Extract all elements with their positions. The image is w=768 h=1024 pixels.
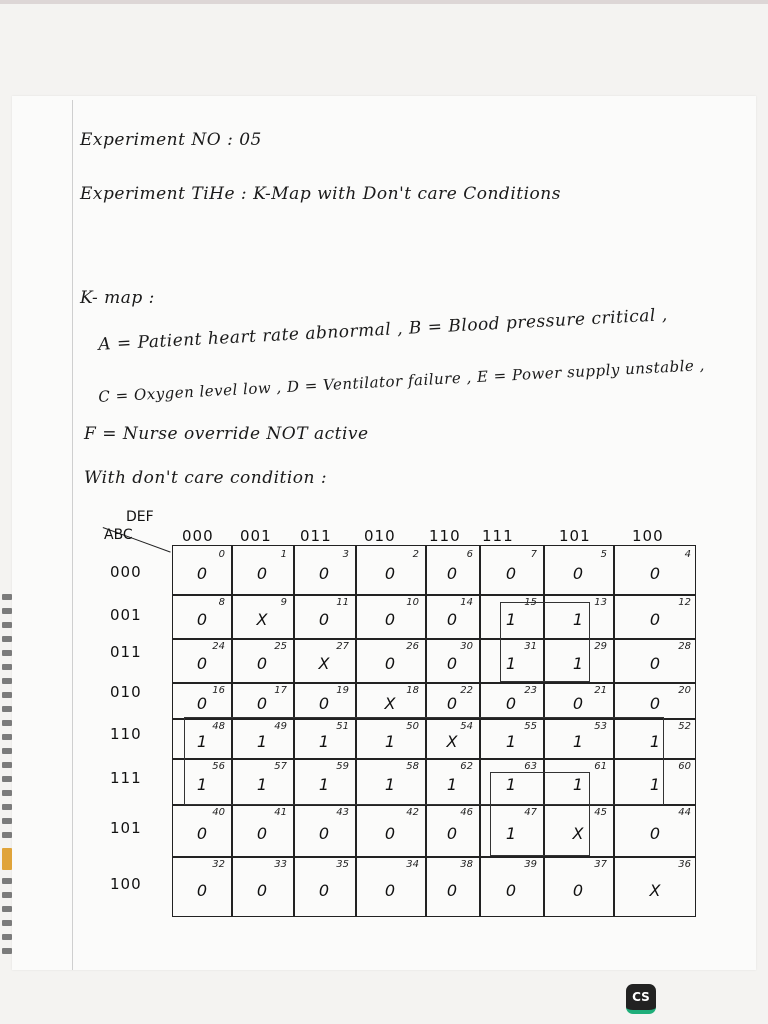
kmap-cell-index: 27 <box>336 641 349 652</box>
kmap-cell-value: 0 <box>505 881 517 900</box>
variable-definitions-line-1: A = Patient heart rate abnormal , B = Blood pressure critical , <box>97 305 669 355</box>
kmap-cell <box>231 804 293 856</box>
kmap-cell-index: 33 <box>274 859 287 870</box>
experiment-title: Experiment TiHe : K-Map with Don't care Conditions <box>80 184 561 204</box>
kmap-cell-value: 0 <box>196 564 208 583</box>
kmap-cell-value: 0 <box>446 654 458 673</box>
kmap-cell-value: 0 <box>572 564 584 583</box>
kmap-cell-value: 0 <box>318 610 330 629</box>
kmap-cell-index: 21 <box>594 685 607 696</box>
kmap-cell-value: 0 <box>196 881 208 900</box>
kmap-cell-value: 0 <box>572 694 584 713</box>
kmap-row-header: 010 <box>110 683 142 701</box>
kmap-cell <box>293 546 355 594</box>
kmap-cell <box>425 856 479 918</box>
kmap-cell <box>613 856 697 918</box>
kmap-cell-index: 62 <box>460 761 473 772</box>
kmap-cell-value: 0 <box>649 694 661 713</box>
kmap-cell-value: 0 <box>649 654 661 673</box>
kmap-cell <box>173 638 231 682</box>
kmap-cell-index: 41 <box>274 807 287 818</box>
kmap-cell-index: 6 <box>466 549 473 560</box>
kmap-cell <box>479 546 543 594</box>
kmap-cell-value: 0 <box>572 881 584 900</box>
kmap-cell <box>543 546 613 594</box>
kmap-cell-value: 0 <box>196 610 208 629</box>
page-top-strip <box>0 0 768 4</box>
kmap-cell-value: 0 <box>256 694 268 713</box>
kmap-row-variables: ABC <box>104 527 133 543</box>
kmap-cell-value: 0 <box>318 564 330 583</box>
kmap-cell <box>425 638 479 682</box>
kmap-cell-value: 0 <box>505 694 517 713</box>
kmap-column-header: 100 <box>632 527 664 545</box>
kmap-cell <box>543 682 613 718</box>
kmap-cell-index: 11 <box>336 597 349 608</box>
kmap-cell-index: 54 <box>460 721 473 732</box>
kmap-cell-index: 12 <box>678 597 691 608</box>
kmap-column-header: 110 <box>429 527 461 545</box>
kmap-cell-value: 1 <box>505 654 517 673</box>
group-box-3 <box>490 772 590 856</box>
kmap-cell-value: 0 <box>318 694 330 713</box>
kmap-cell <box>355 546 425 594</box>
kmap-cell-index: 22 <box>460 685 473 696</box>
kmap-cell-value: 0 <box>256 881 268 900</box>
kmap-cell-value: X <box>384 694 396 713</box>
kmap-column-header: 010 <box>364 527 396 545</box>
kmap-cell-index: 34 <box>406 859 419 870</box>
kmap-row-header: 101 <box>110 819 142 837</box>
kmap-cell <box>173 594 231 638</box>
kmap-cell-value: 0 <box>318 824 330 843</box>
kmap-cell-value: 0 <box>446 610 458 629</box>
kmap-cell-value: 1 <box>572 775 584 794</box>
kmap-row-header: 111 <box>110 769 142 787</box>
kmap-cell-value: 0 <box>196 694 208 713</box>
kmap-cell <box>355 638 425 682</box>
kmap-cell <box>355 682 425 718</box>
kmap-cell <box>425 546 479 594</box>
kmap-cell-value: 1 <box>572 654 584 673</box>
kmap-cell-value: 1 <box>505 610 517 629</box>
kmap-column-header: 101 <box>559 527 591 545</box>
kmap-cell-value: 1 <box>572 610 584 629</box>
kmap-cell-index: 5 <box>600 549 607 560</box>
kmap-cell-value: 0 <box>196 824 208 843</box>
kmap-cell-index: 37 <box>594 859 607 870</box>
kmap-cell-index: 51 <box>336 721 349 732</box>
kmap-cell-index: 57 <box>274 761 287 772</box>
kmap-cell-index: 47 <box>524 807 537 818</box>
kmap-cell-value: 0 <box>384 610 396 629</box>
kmap-cell-index: 20 <box>678 685 691 696</box>
kmap-cell-index: 9 <box>280 597 287 608</box>
kmap-column-header: 001 <box>240 527 272 545</box>
kmap-cell-index: 10 <box>406 597 419 608</box>
kmap-cell <box>293 856 355 918</box>
kmap-cell-index: 52 <box>678 721 691 732</box>
kmap-cell <box>231 856 293 918</box>
kmap-cell-value: 1 <box>649 732 661 751</box>
kmap-cell-index: 18 <box>406 685 419 696</box>
kmap-row-header: 000 <box>110 563 142 581</box>
kmap-cell-value: 1 <box>505 824 517 843</box>
kmap-column-header: 111 <box>482 527 514 545</box>
kmap-cell-index: 14 <box>460 597 473 608</box>
kmap-cell-value: 0 <box>505 564 517 583</box>
kmap-cell-value: 0 <box>446 694 458 713</box>
kmap-row-header: 110 <box>110 725 142 743</box>
kmap-row-header: 001 <box>110 606 142 624</box>
kmap-cell-value: 1 <box>196 775 208 794</box>
kmap-cell-index: 59 <box>336 761 349 772</box>
kmap-cell-index: 24 <box>212 641 225 652</box>
kmap-cell-index: 63 <box>524 761 537 772</box>
kmap-cell <box>231 682 293 718</box>
kmap-row-header: 011 <box>110 643 142 661</box>
kmap-cell-index: 32 <box>212 859 225 870</box>
kmap-column-header: 011 <box>300 527 332 545</box>
binding-holes <box>0 594 14 964</box>
kmap-cell-value: 0 <box>384 824 396 843</box>
kmap-cell <box>355 856 425 918</box>
kmap-cell-index: 15 <box>524 597 537 608</box>
kmap-cell-index: 50 <box>406 721 419 732</box>
kmap-cell <box>293 804 355 856</box>
kmap-cell-value: 0 <box>384 881 396 900</box>
kmap-cell-value: 0 <box>318 881 330 900</box>
kmap-cell <box>543 856 613 918</box>
kmap-column-variables: DEF <box>126 509 154 525</box>
kmap-cell-index: 25 <box>274 641 287 652</box>
kmap-cell-index: 45 <box>594 807 607 818</box>
kmap-cell <box>613 638 697 682</box>
kmap-cell-value: 1 <box>318 732 330 751</box>
group-box-2 <box>184 717 664 805</box>
kmap-cell-index: 55 <box>524 721 537 732</box>
kmap-cell-value: 0 <box>649 564 661 583</box>
kmap-cell-value: 0 <box>446 824 458 843</box>
kmap-row-header: 100 <box>110 875 142 893</box>
kmap-cell-value: 0 <box>196 654 208 673</box>
kmap-cell-index: 58 <box>406 761 419 772</box>
kmap-cell-value: X <box>256 610 268 629</box>
kmap-cell-index: 49 <box>274 721 287 732</box>
kmap-cell-index: 53 <box>594 721 607 732</box>
kmap-cell <box>231 638 293 682</box>
kmap-cell <box>425 804 479 856</box>
kmap-cell-index: 48 <box>212 721 225 732</box>
kmap-cell-value: 0 <box>446 564 458 583</box>
kmap-cell <box>425 682 479 718</box>
kmap-cell-index: 17 <box>274 685 287 696</box>
kmap-cell-value: X <box>649 881 661 900</box>
kmap-cell-index: 56 <box>212 761 225 772</box>
kmap-cell-value: 1 <box>384 775 396 794</box>
kmap-cell <box>355 804 425 856</box>
experiment-number: Experiment NO : 05 <box>80 130 262 150</box>
kmap-cell-value: 1 <box>256 732 268 751</box>
kmap-cell <box>479 856 543 918</box>
kmap-cell-index: 1 <box>280 549 287 560</box>
kmap-cell-index: 35 <box>336 859 349 870</box>
dont-care-heading: With don't care condition : <box>84 468 328 488</box>
kmap-column-header: 000 <box>182 527 214 545</box>
kmap-cell-index: 26 <box>406 641 419 652</box>
kmap-cell-value: 1 <box>318 775 330 794</box>
kmap-cell <box>173 546 231 594</box>
kmap-cell-index: 4 <box>684 549 691 560</box>
kmap-cell-index: 61 <box>594 761 607 772</box>
kmap-cell <box>613 682 697 718</box>
kmap-cell-value: 1 <box>196 732 208 751</box>
kmap-cell <box>293 638 355 682</box>
kmap-cell-index: 40 <box>212 807 225 818</box>
kmap-cell <box>479 682 543 718</box>
kmap-cell-index: 36 <box>678 859 691 870</box>
kmap-cell-value: X <box>446 732 458 751</box>
kmap-cell-index: 13 <box>594 597 607 608</box>
kmap-cell-value: 0 <box>256 824 268 843</box>
kmap-cell-value: X <box>572 824 584 843</box>
kmap-cell-value: 0 <box>384 654 396 673</box>
kmap-cell-index: 60 <box>678 761 691 772</box>
kmap-cell <box>293 594 355 638</box>
kmap-cell-index: 16 <box>212 685 225 696</box>
kmap-cell-index: 31 <box>524 641 537 652</box>
kmap-cell-index: 8 <box>218 597 225 608</box>
kmap-cell-index: 44 <box>678 807 691 818</box>
kmap-cell-value: 1 <box>256 775 268 794</box>
kmap-cell-value: 0 <box>384 564 396 583</box>
kmap-cell-value: 1 <box>446 775 458 794</box>
kmap-cell-index: 39 <box>524 859 537 870</box>
margin-line <box>72 100 73 970</box>
kmap-cell-index: 23 <box>524 685 537 696</box>
kmap-cell <box>613 594 697 638</box>
kmap-cell <box>355 594 425 638</box>
kmap-cell <box>293 682 355 718</box>
kmap-cell-value: 1 <box>505 732 517 751</box>
kmap-cell-index: 7 <box>530 549 537 560</box>
kmap-cell-value: 0 <box>256 564 268 583</box>
kmap-cell-value: 1 <box>505 775 517 794</box>
kmap-cell-value: 1 <box>572 732 584 751</box>
kmap-cell-value: 1 <box>384 732 396 751</box>
kmap-cell <box>613 546 697 594</box>
kmap-cell <box>613 804 697 856</box>
kmap-cell-value: X <box>318 654 330 673</box>
kmap-cell-value: 0 <box>649 610 661 629</box>
kmap-cell-index: 29 <box>594 641 607 652</box>
kmap-cell <box>173 856 231 918</box>
kmap-cell-index: 42 <box>406 807 419 818</box>
kmap-cell-index: 28 <box>678 641 691 652</box>
kmap-cell-index: 38 <box>460 859 473 870</box>
kmap-cell-value: 0 <box>649 824 661 843</box>
kmap-cell-value: 1 <box>649 775 661 794</box>
kmap-cell-index: 3 <box>342 549 349 560</box>
kmap-cell <box>231 594 293 638</box>
kmap-cell <box>173 804 231 856</box>
kmap-cell-index: 43 <box>336 807 349 818</box>
camscanner-logo: CS <box>626 984 656 1014</box>
kmap-cell <box>425 594 479 638</box>
kmap-cell-index: 46 <box>460 807 473 818</box>
group-box-1 <box>500 602 590 682</box>
kmap-cell <box>173 682 231 718</box>
variable-definitions-line-3: F = Nurse override NOT active <box>84 424 369 444</box>
kmap-heading: K- map : <box>80 288 155 308</box>
kmap-cell <box>231 546 293 594</box>
kmap-cell-index: 30 <box>460 641 473 652</box>
kmap-cell-index: 2 <box>412 549 419 560</box>
variable-definitions-line-2: C = Oxygen level low , D = Ventilator failure , E = Power supply unstable , <box>97 356 706 406</box>
kmap-cell-value: 0 <box>446 881 458 900</box>
kmap-cell-index: 0 <box>218 549 225 560</box>
kmap-cell-index: 19 <box>336 685 349 696</box>
kmap-cell-value: 0 <box>256 654 268 673</box>
